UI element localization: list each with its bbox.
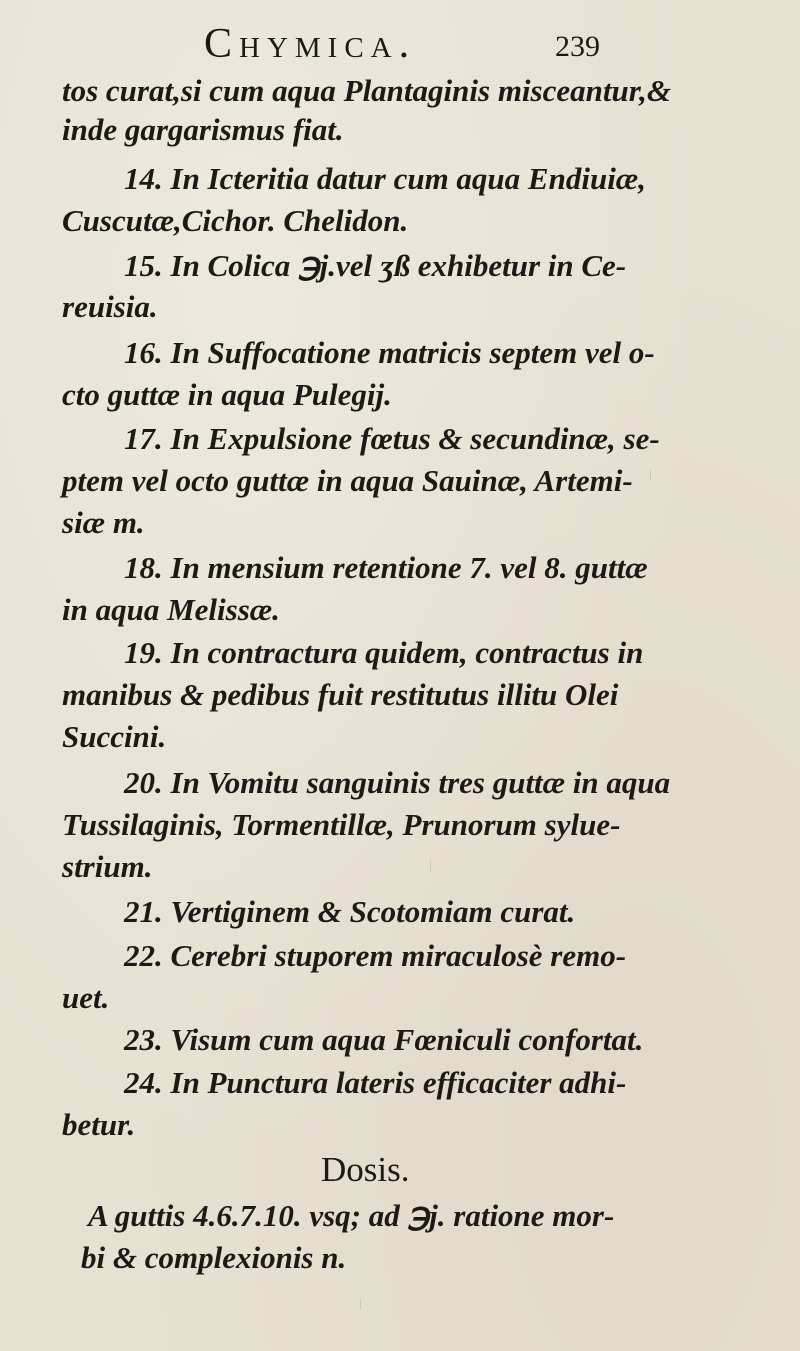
text-line: 15. In Colica ℈j.vel ʒß exhibetur in Ce-	[124, 248, 627, 283]
paper-speck	[360, 1300, 361, 1310]
text-line: betur.	[62, 1107, 136, 1142]
text-line: uet.	[62, 980, 110, 1015]
text-line: tos curat,si cum aqua Plantaginis misceantur,&	[62, 73, 671, 108]
section-heading: Dosis.	[321, 1150, 410, 1189]
running-title: Chymica.	[204, 21, 417, 67]
paper-speck	[430, 860, 431, 872]
text-line: 21. Vertiginem & Scotomiam curat.	[124, 894, 576, 929]
page-header	[0, 14, 800, 66]
text-line: 20. In Vomitu sanguinis tres guttæ in aqua	[124, 765, 671, 800]
text-line: 18. In mensium retentione 7. vel 8. guttæ	[124, 550, 648, 585]
paper-speck	[650, 470, 651, 480]
text-line: 16. In Suffocatione matricis septem vel o-	[124, 335, 655, 370]
text-line: inde gargarismus fiat.	[62, 112, 344, 147]
text-line: Succini.	[62, 719, 167, 754]
text-line: Tussilaginis, Tormentillæ, Prunorum sylue-	[62, 807, 621, 842]
text-line: 24. In Punctura lateris efficaciter adhi-	[124, 1065, 627, 1100]
text-line: A guttis 4.6.7.10. vsq; ad ℈j. ratione mor-	[88, 1198, 615, 1233]
text-line: 17. In Expulsione fœtus & secundinæ, se-	[124, 421, 660, 456]
text-line: siæ m.	[62, 505, 145, 540]
text-line: manibus & pedibus fuit restitutus illitu Olei	[62, 677, 619, 712]
text-line: Cuscutæ,Cichor. Chelidon.	[62, 203, 409, 238]
text-line: 14. In Icteritia datur cum aqua Endiuiæ,	[124, 161, 646, 196]
text-line: 22. Cerebri stuporem miraculosè remo-	[124, 938, 627, 973]
page-number: 239	[555, 30, 600, 63]
text-line: bi & complexionis n.	[81, 1240, 347, 1275]
text-line: 23. Visum cum aqua Fœniculi confortat.	[124, 1022, 644, 1057]
text-line: reuisia.	[62, 289, 158, 324]
text-line: strium.	[62, 849, 153, 884]
text-line: 19. In contractura quidem, contractus in	[124, 635, 644, 670]
text-line: cto guttæ in aqua Pulegij.	[62, 377, 392, 412]
text-line: in aqua Melissæ.	[62, 592, 280, 627]
text-line: ptem vel octo guttæ in aqua Sauinæ, Artemi-	[62, 463, 633, 498]
